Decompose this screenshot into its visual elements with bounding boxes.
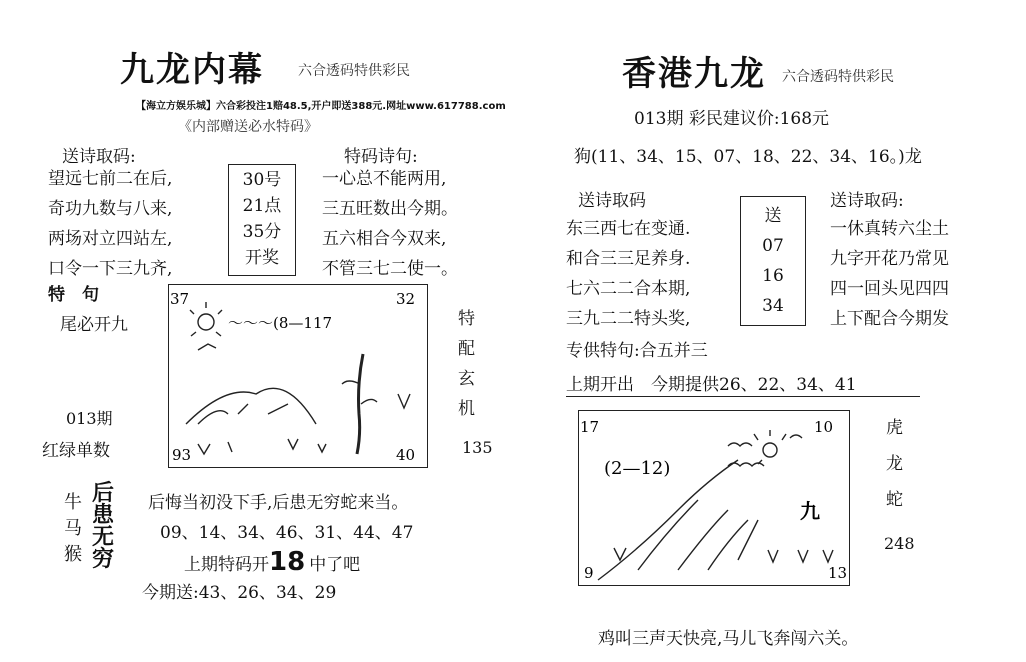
left-stamp [92,482,114,570]
left-poem-lines [48,164,172,284]
poem-line: 四一回头见四四 [830,279,949,299]
poem-line: 口令一下三九齐, [48,259,173,279]
special-line: 不管三七二使一。 [322,259,458,279]
right-special-sentence: 专供特句:合五并三 [566,341,708,361]
side-char: 龙 [886,454,903,474]
poem-line: 东三西七在变通. [566,219,691,239]
sketch-number: 32 [396,290,416,308]
right-divider [566,396,920,397]
left-special-header: 特码诗句: [344,147,418,167]
poem-line: 奇功九数与八来, [48,199,173,219]
poem-line: 一休真转六尘土 [830,219,949,239]
send-box-line: 34 [762,296,784,316]
sketch-number: 93 [172,446,192,464]
left-ad-banner[interactable]: 【海立方娱乐城】六合彩投注1赔48.5,开户即送388元.网址www.617788.com [136,101,506,112]
time-box-line: 35分 [242,222,282,242]
right-poem-left [566,214,690,334]
last-special-suffix: 中了吧 [309,555,361,575]
time-box-line: 开奖 [245,248,279,268]
side-char: 机 [458,399,475,419]
send-box-line: 07 [762,236,784,256]
poem-line: 上下配合今期发 [830,309,949,329]
left-inner-note: 《内部赠送必水特码》 [178,119,318,135]
sun-icon [763,443,777,457]
poem-line: 三九二二特头奖, [566,309,691,329]
right-title: 香港九龙 [622,54,766,94]
side-char: 特 [458,309,475,329]
poem-line: 两场对立四站左, [48,229,173,249]
left-zodiac-list [64,490,82,568]
left-last-special [184,547,360,577]
special-line: 三五旺数出今期。 [322,199,458,219]
right-side-number: 248 [884,534,915,553]
right-poem-header-right: 送诗取码: [830,191,904,211]
sketch-number: 9 [584,564,594,582]
send-box-line: 送 [764,206,782,226]
side-char: 虎 [886,418,903,438]
side-char: 玄 [458,369,475,389]
right-issue-line: 013期 彩民建议价:168元 [634,109,830,129]
right-sketch-drawing [578,410,848,584]
stamp-char: 患 [92,502,115,528]
right-send-box [740,196,806,326]
last-special-prefix: 上期特码开 [184,555,269,575]
poem-line: 和合三三足养身. [566,249,691,269]
poem-line: 望远七前二在后, [48,169,173,189]
left-side-chars [458,304,475,424]
special-line: 五六相合今双来, [322,229,447,249]
stamp-char: 穷 [92,546,115,572]
left-title: 九龙内幕 [120,50,264,90]
left-regret-line: 后悔当初没下手,后患无穷蛇来当。 [148,493,409,513]
sketch-nine: 九 [800,499,820,523]
right-subtitle: 六合透码特供彩民 [782,69,894,85]
left-special-lines [322,164,458,284]
poem-line: 七六二二合本期, [566,279,691,299]
sketch-number: 10 [814,418,834,436]
sketch-number: 13 [828,564,848,582]
sketch-number: 17 [580,418,600,436]
poem-line: 九字开花乃常见 [830,249,949,269]
left-special-sentence: 尾必开九 [60,315,128,335]
left-time-box [228,164,296,276]
last-special-number: 18 [269,547,306,577]
stamp-char: 后 [92,480,115,506]
left-red-green: 红绿单数 [42,441,110,461]
side-char: 蛇 [886,490,903,510]
right-side-chars [886,410,903,518]
right-dog-line: 狗(11、34、15、07、18、22、34、16。)龙 [574,147,922,167]
left-special-sentence-label: 特 句 [48,285,99,305]
left-send-today: 今期送:43、26、34、29 [142,583,337,603]
stamp-char: 无 [92,524,115,550]
zodiac-item: 马 [64,518,82,539]
side-char: 配 [458,339,475,359]
time-box-line: 21点 [242,196,282,216]
left-poem-header: 送诗取码: [62,147,136,167]
right-poem-right [830,214,949,334]
zodiac-item: 牛 [64,492,82,513]
left-sketch-drawing [168,284,426,466]
sketch-scribble: 〜〜〜(8—117 [228,314,333,332]
special-line: 一心总不能两用, [322,169,447,189]
left-numbers-line: 09、14、34、46、31、44、47 [160,523,414,543]
left-subtitle: 六合透码特供彩民 [298,63,410,79]
right-poem-header-left: 送诗取码 [578,191,646,211]
sketch-range: (2—12) [604,458,671,479]
left-side-number: 135 [462,438,493,457]
right-footer: 鸡叫三声天快亮,马儿飞奔闯六关。 [598,629,859,649]
time-box-line: 30号 [242,170,282,190]
left-issue: 013期 [66,409,113,428]
sketch-number: 40 [396,446,416,464]
zodiac-item: 猴 [64,544,82,565]
sun-icon [198,314,214,330]
right-last-open: 上期开出 今期提供26、22、34、41 [566,375,857,395]
sketch-number: 37 [170,290,190,308]
send-box-line: 16 [762,266,784,286]
